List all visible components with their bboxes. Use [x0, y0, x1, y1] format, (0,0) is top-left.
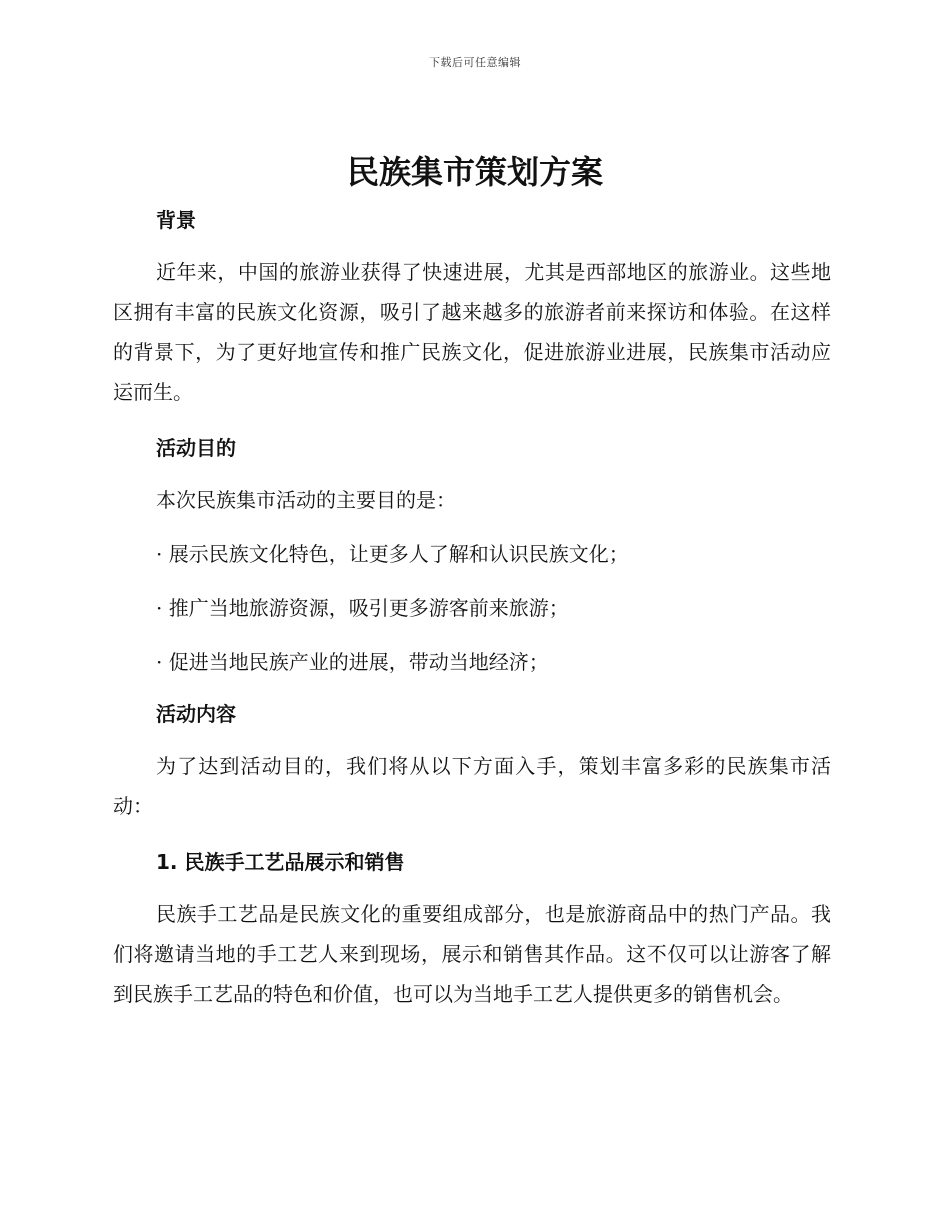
document-body [113, 202, 831, 1014]
section-heading-content: 活动内容 [156, 702, 236, 726]
section-heading-background: 背景 [156, 208, 196, 232]
document-title: 民族集市策划方案 [346, 153, 603, 191]
subsection-heading-handicrafts: 1. 民族手工艺品展示和销售 [156, 850, 405, 874]
purpose-intro: 本次民族集市活动的主要目的是： [156, 488, 456, 512]
purpose-bullet-3: · 促进当地民族产业的进展，带动当地经济； [156, 650, 549, 674]
background-paragraph: 近年来，中国的旅游业获得了快速进展，尤其是西部地区的旅游业。这些地区拥有丰富的民族文化资源，吸引了越来越多的旅游者前来探访和体验。在这样的背景下，为了更好地宣传和推广民族文化，促进旅游业进展，民族集市活动应运而生。 [113, 260, 831, 404]
purpose-bullet-2: · 推广当地旅游资源，吸引更多游客前来旅游； [156, 596, 569, 620]
handicrafts-paragraph: 民族手工艺品是民族文化的重要组成部分，也是旅游商品中的热门产品。我们将邀请当地的手工艺人来到现场，展示和销售其作品。这不仅可以让游客了解到民族手工艺品的特色和价值，也可以为当地手工艺人提供更多的销售机会。 [113, 902, 831, 1006]
page-header-note: 下载后可任意编辑 [429, 56, 521, 69]
content-intro: 为了达到活动目的，我们将从以下方面入手，策划丰富多彩的民族集市活动： [113, 754, 831, 818]
section-heading-purpose: 活动目的 [156, 436, 236, 460]
purpose-bullet-1: · 展示民族文化特色，让更多人了解和认识民族文化； [156, 542, 629, 566]
